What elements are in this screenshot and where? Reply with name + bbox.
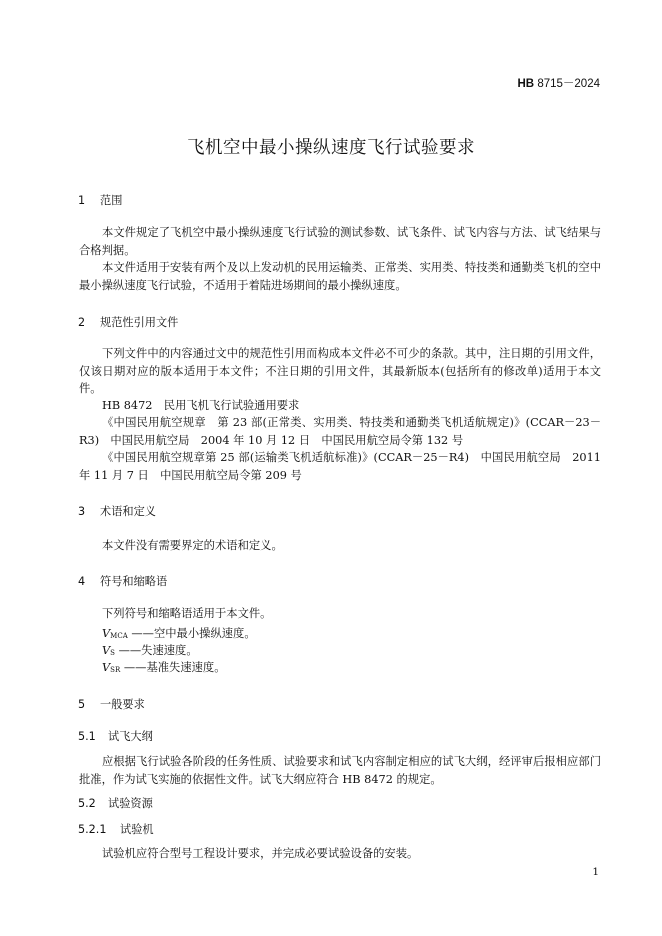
symbol-vsr [102, 659, 226, 675]
section-2-heading [78, 314, 178, 330]
standard-number [518, 75, 601, 91]
symbol-letter: V [102, 661, 111, 674]
symbol-subscript: SR [110, 666, 121, 674]
page-number: 1 [592, 866, 599, 878]
section-number: 3 [78, 505, 86, 518]
reference-hb8472: HB 8472 民用飞机飞行试验通用要求 [102, 399, 300, 412]
section-4-intro: 下列符号和缩略语适用于本文件。 [102, 607, 272, 620]
section-title: 规范性引用文件 [100, 316, 179, 329]
section-5-1-heading [78, 728, 153, 744]
section-4-heading [78, 573, 167, 589]
symbol-vs [102, 642, 198, 658]
standard-prefix: HB [517, 78, 535, 90]
section-title: 术语和定义 [100, 505, 156, 518]
section-number: 5.2.1 [78, 823, 107, 836]
section-title: 一般要求 [100, 698, 145, 711]
symbol-subscript: S [110, 649, 115, 657]
section-1-paragraph-1: 本文件规定了飞机空中最小操纵速度飞行试验的测试参数、试飞条件、试飞内容与方法、试飞结果与合格判据。 [79, 226, 601, 257]
symbol-definition: ——失速速度。 [118, 644, 198, 657]
section-5-2-1-heading [78, 821, 154, 837]
symbol-definition: ——空中最小操纵速度。 [131, 627, 256, 640]
section-title: 试验机 [120, 823, 154, 836]
section-number: 5 [78, 698, 86, 711]
symbol-letter: V [102, 627, 111, 640]
section-title: 试飞大纲 [108, 730, 153, 743]
reference-ccar-25: 《中国民用航空规章第 25 部(运输类飞机适航标准)》(CCAR－25－R4) 中国民用航空局 2011 年 11 月 7 日 中国民用航空局令第 209 号 [79, 451, 601, 482]
symbol-subscript: MCA [110, 632, 128, 640]
section-5-heading [78, 696, 145, 712]
section-title: 试验资源 [108, 797, 153, 810]
document-title: 飞机空中最小操纵速度飞行试验要求 [187, 138, 475, 158]
section-1-heading [78, 192, 122, 208]
section-number: 5.2 [78, 797, 96, 810]
standard-code: 8715－2024 [534, 78, 600, 90]
section-title: 符号和缩略语 [100, 575, 168, 588]
reference-ccar-23: 《中国民用航空规章 第 23 部(正常类、实用类、特技类和通勤类飞机适航规定)》(CCAR－23－R3) 中国民用航空局 2004 年 10 月 12 日 中国民用航空局令第 132 号 [79, 416, 601, 447]
section-3-heading [78, 503, 156, 519]
section-2-paragraph-1: 下列文件中的内容通过文中的规范性引用而构成本文件必不可少的条款。其中，注日期的引用文件，仅该日期对应的版本适用于本文件；不注日期的引用文件，其最新版本(包括所有的修改单)适用于本文件。 [79, 347, 601, 395]
section-1-paragraph-2: 本文件适用于安装有两个及以上发动机的民用运输类、正常类、实用类、特技类和通勤类飞机的空中最小操纵速度飞行试验，不适用于着陆进场期间的最小操纵速度。 [79, 261, 601, 292]
section-number: 2 [78, 316, 86, 329]
symbol-letter: V [102, 644, 111, 657]
section-title: 范围 [100, 194, 123, 207]
section-number: 1 [78, 194, 86, 207]
symbol-definition: ——基准失速速度。 [123, 661, 226, 674]
section-number: 4 [78, 575, 86, 588]
section-number: 5.1 [78, 730, 96, 743]
section-3-paragraph-1: 本文件没有需要界定的术语和定义。 [102, 539, 283, 552]
symbol-vmca [102, 625, 256, 641]
section-5-2-1-paragraph-1: 试验机应符合型号工程设计要求，并完成必要试验设备的安装。 [102, 847, 419, 860]
section-5-1-paragraph-1: 应根据飞行试验各阶段的任务性质、试验要求和试飞内容制定相应的试飞大纲，经评审后报相应部门批准，作为试飞实施的依据性文件。试飞大纲应符合 HB 8472 的规定。 [79, 755, 601, 786]
section-5-2-heading [78, 795, 153, 811]
